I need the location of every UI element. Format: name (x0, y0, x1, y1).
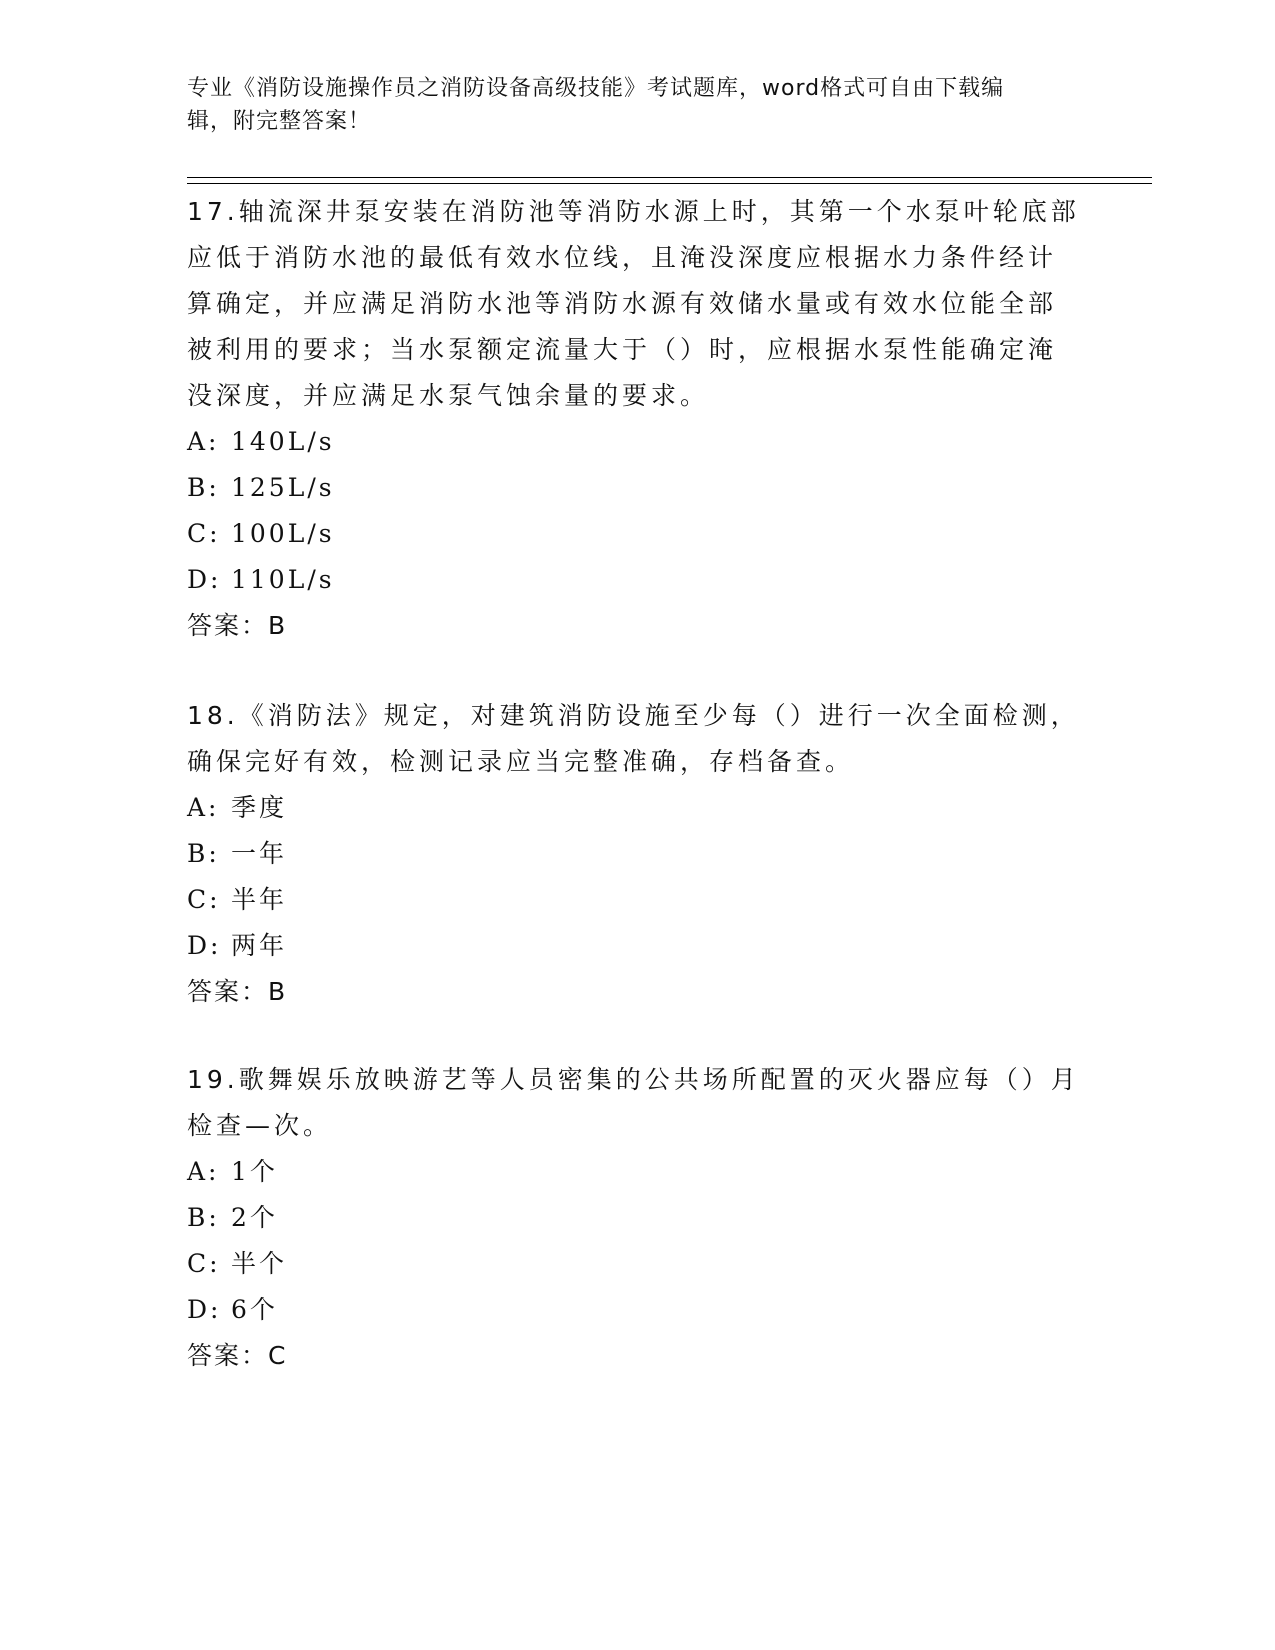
question-stem-line: 算确定，并应满足消防水池等消防水源有效储水量或有效水位能全部 (187, 289, 1058, 318)
document-header (187, 72, 1067, 138)
option-d (187, 557, 1087, 603)
question-stem-line: 没深度，并应满足水泵气蚀余量的要求。 (187, 381, 710, 410)
option-label: B: (187, 839, 220, 868)
option-text: 1个 (231, 1157, 278, 1186)
header-divider-bottom (187, 183, 1152, 184)
option-d (187, 1287, 1087, 1333)
answer-line: 答案：B (187, 611, 288, 640)
option-label: A: (187, 1157, 220, 1186)
option-text: 半个 (231, 1249, 288, 1278)
answer-line: 答案：B (187, 977, 288, 1006)
option-label: C: (187, 1249, 221, 1278)
question-stem-line: 17.轴流深井泵安装在消防池等消防水源上时，其第一个水泵叶轮底部 (187, 197, 1080, 226)
question-stem-line: 检查—次。 (187, 1111, 333, 1140)
question-stem-line: 确保完好有效，检测记录应当完整准确，存档备查。 (187, 747, 855, 776)
option-label: A: (187, 427, 220, 456)
option-label: C: (187, 519, 221, 548)
option-text: 140L/s (231, 427, 335, 456)
option-a (187, 785, 1087, 831)
option-label: B: (187, 473, 220, 502)
question-18 (187, 693, 1087, 1015)
question-stem-line: 18.《消防法》规定，对建筑消防设施至少每（）进行一次全面检测， (187, 701, 1080, 730)
option-c (187, 511, 1087, 557)
option-c (187, 877, 1087, 923)
option-label: D: (187, 1295, 222, 1324)
option-text: 季度 (231, 793, 288, 822)
option-label: A: (187, 793, 220, 822)
option-text: 半年 (231, 885, 288, 914)
option-b (187, 465, 1087, 511)
header-divider-top (187, 177, 1152, 178)
option-text: 100L/s (231, 519, 335, 548)
option-text: 125L/s (231, 473, 335, 502)
header-line-1: 专业《消防设施操作员之消防设备高级技能》考试题库，word格式可自由下载编 (187, 76, 1005, 101)
question-stem-line: 被利用的要求；当水泵额定流量大于（）时，应根据水泵性能确定淹 (187, 335, 1058, 364)
option-text: 两年 (231, 931, 288, 960)
option-b (187, 1195, 1087, 1241)
option-text: 一年 (231, 839, 288, 868)
option-text: 2个 (231, 1203, 278, 1232)
question-19 (187, 1057, 1087, 1379)
option-label: B: (187, 1203, 220, 1232)
option-label: D: (187, 565, 222, 594)
option-b (187, 831, 1087, 877)
option-label: C: (187, 885, 221, 914)
header-line-2: 辑，附完整答案！ (187, 109, 372, 134)
option-label: D: (187, 931, 222, 960)
option-a (187, 1149, 1087, 1195)
question-stem-line: 应低于消防水池的最低有效水位线，且淹没深度应根据水力条件经计 (187, 243, 1058, 272)
option-text: 6个 (231, 1295, 278, 1324)
question-17 (187, 189, 1087, 649)
question-stem-line: 19.歌舞娱乐放映游艺等人员密集的公共场所配置的灭火器应每（）月 (187, 1065, 1080, 1094)
option-text: 110L/s (231, 565, 335, 594)
option-c (187, 1241, 1087, 1287)
answer-line: 答案：C (187, 1341, 288, 1370)
option-a (187, 419, 1087, 465)
option-d (187, 923, 1087, 969)
